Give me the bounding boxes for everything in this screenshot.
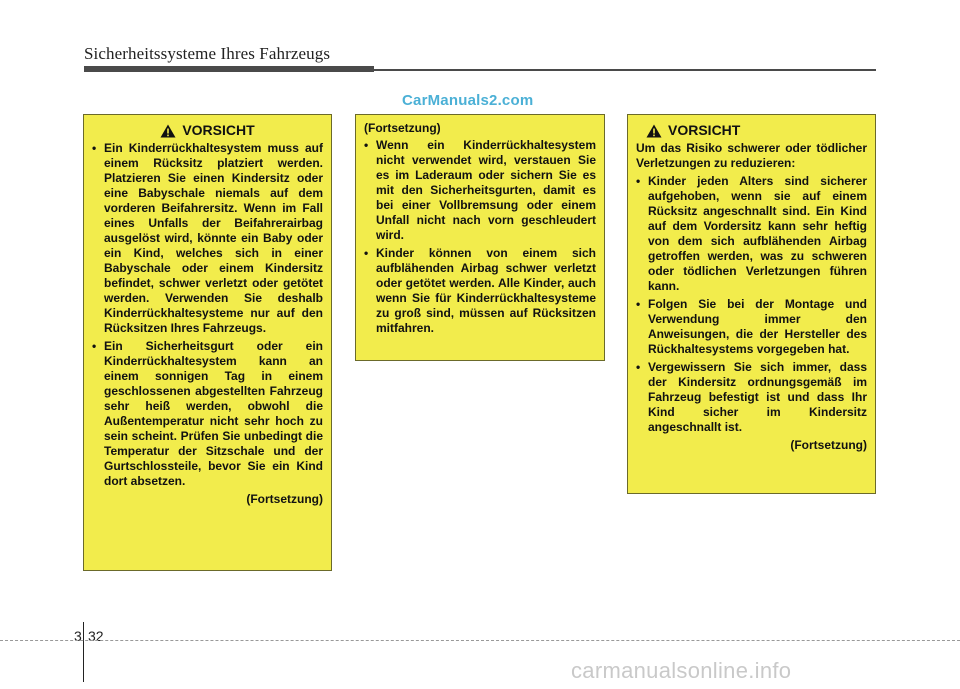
chapter-number: 3: [74, 628, 82, 644]
footer-dashed-line: [0, 640, 960, 641]
list-item: • Folgen Sie bei der Montage und Verwendung immer den Anweisungen, die der Hersteller des Rückhaltesystems vorgegeben hat.: [636, 297, 867, 356]
header-line: [374, 69, 876, 71]
continued-label: (Fortsetzung): [364, 121, 441, 135]
header-bar: [84, 66, 374, 72]
page-header-title: Sicherheitssysteme Ihres Fahrzeugs: [84, 44, 331, 63]
list-item: • Ein Sicherheitsgurt oder ein Kinderrückhaltesystem kann an einem sonnigen Tag in einem geschlossenen abgestellten Fahrzeug sehr heiß werden, obwohl die Außentemperatur nicht sehr hoch zu sein scheint. Prüfen Sie unbedingt die Temperatur der Sitzschale und der Gurtschlossteile, bevor Sie ein Kind dort absetzen.: [92, 339, 323, 488]
list-item-text: Kinder können von einem sich aufblähenden Airbag schwer verletzt oder getötet werden. Alle Kinder, auch wenn Sie für Kinderrückhaltesysteme zu groß sind, müssen auf Rücksitzen mitfahren.: [376, 246, 596, 335]
list-item: • Vergewissern Sie sich immer, dass der Kindersitz ordnungsgemäß im Fahrzeug befestigt ist und dass Ihr Kind sicher im Kindersitz angeschnallt ist.: [636, 360, 867, 434]
caution-heading-text: VORSICHT: [182, 122, 255, 138]
warning-triangle-icon: [160, 124, 176, 138]
watermark-link[interactable]: CarManuals2.com: [402, 92, 534, 109]
caution-box-right: [627, 114, 876, 494]
warning-triangle-icon: [646, 124, 662, 138]
page-number-divider: [83, 622, 84, 682]
continued-label: (Fortsetzung): [246, 492, 323, 506]
list-item: • Wenn ein Kinderrückhaltesystem nicht verwendet wird, verstauen Sie es im Laderaum oder sichern Sie es mit den Sicherheitsgurten, damit es bei einer Vollbremsung oder einem Unfall nicht nach vorn geschleudert wird.: [364, 138, 596, 242]
caution-heading-text: VORSICHT: [668, 122, 741, 138]
list-item-text: Vergewissern Sie sich immer, dass der Kindersitz ordnungsgemäß im Fahrzeug befestigt ist und dass Ihr Kind sicher im Kindersitz angeschnallt ist.: [648, 360, 867, 434]
list-item: • Kinder können von einem sich aufblähenden Airbag schwer verletzt oder getötet werden. Alle Kinder, auch wenn Sie für Kinderrückhaltesysteme zu groß sind, müssen auf Rücksitzen mitfahren.: [364, 246, 596, 335]
page-number-value: 32: [88, 628, 104, 644]
list-item-text: Ein Sicherheitsgurt oder ein Kinderrückhaltesystem kann an einem sonnigen Tag in einem geschlossenen abgestellten Fahrzeug sehr heiß werden, obwohl die Außentemperatur nicht sehr hoch zu sein scheint. Prüfen Sie unbedingt die Temperatur der Sitzschale und der Gurtschlossteile, bevor Sie ein Kind dort absetzen.: [104, 339, 323, 488]
list-item: • Ein Kinderrückhaltesystem muss auf einem Rücksitz platziert werden. Platzieren Sie einen Kindersitz oder eine Babyschale niemals auf dem vorderen Beifahrersitz. Wenn im Fall eines Unfalls der Beifahrerairbag ausgelöst wird, könnte ein Baby oder ein Kind, welches sich in einer Babyschale oder einem Kindersitz befindet, schwer verletzt oder getötet werden. Verwenden Sie deshalb Kinderrückhaltesysteme nur auf den Rücksitzen Ihres Fahrzeugs.: [92, 141, 323, 335]
caution-box-left: [83, 114, 332, 571]
caution-intro: Um das Risiko schwerer oder tödlicher Verletzungen zu reduzieren:: [636, 141, 867, 170]
list-item: • Kinder jeden Alters sind sicherer aufgehoben, wenn sie auf einem Rücksitz angeschnallt sind. Ein Kind auf dem Vordersitz kann sehr heftig von dem sich aufblähenden Airbag getroffen werden, was zu schweren oder tödlichen Verletzungen führen kann.: [636, 174, 867, 293]
list-item-text: Folgen Sie bei der Montage und Verwendung immer den Anweisungen, die der Hersteller des Rückhaltesystems vorgegeben hat.: [648, 297, 867, 356]
caution-heading: [636, 123, 867, 138]
caution-box-middle: [355, 114, 605, 361]
footer-watermark[interactable]: carmanualsonline.info: [571, 658, 792, 683]
continued-label: (Fortsetzung): [790, 438, 867, 452]
list-item-text: Kinder jeden Alters sind sicherer aufgehoben, wenn sie auf einem Rücksitz angeschnallt sind. Ein Kind auf dem Vordersitz kann sehr heftig von dem sich aufblähenden Airbag getroffen werden, was zu schweren oder tödlichen Verletzungen führen kann.: [648, 174, 867, 293]
caution-heading: [92, 123, 323, 138]
list-item-text: Ein Kinderrückhaltesystem muss auf einem Rücksitz platziert werden. Platzieren Sie einen Kindersitz oder eine Babyschale niemals auf dem vorderen Beifahrersitz. Wenn im Fall eines Unfalls der Beifahrerairbag ausgelöst wird, könnte ein Baby oder ein Kind, welches sich in einer Babyschale oder einem Kindersitz befindet, schwer verletzt oder getötet werden. Verwenden Sie deshalb Kinderrückhaltesysteme nur auf den Rücksitzen Ihres Fahrzeugs.: [104, 141, 323, 335]
list-item-text: Wenn ein Kinderrückhaltesystem nicht verwendet wird, verstauen Sie es im Laderaum oder sichern Sie es mit den Sicherheitsgurten, damit es bei einer Vollbremsung oder einem Unfall nicht nach vorn geschleudert wird.: [376, 138, 596, 242]
